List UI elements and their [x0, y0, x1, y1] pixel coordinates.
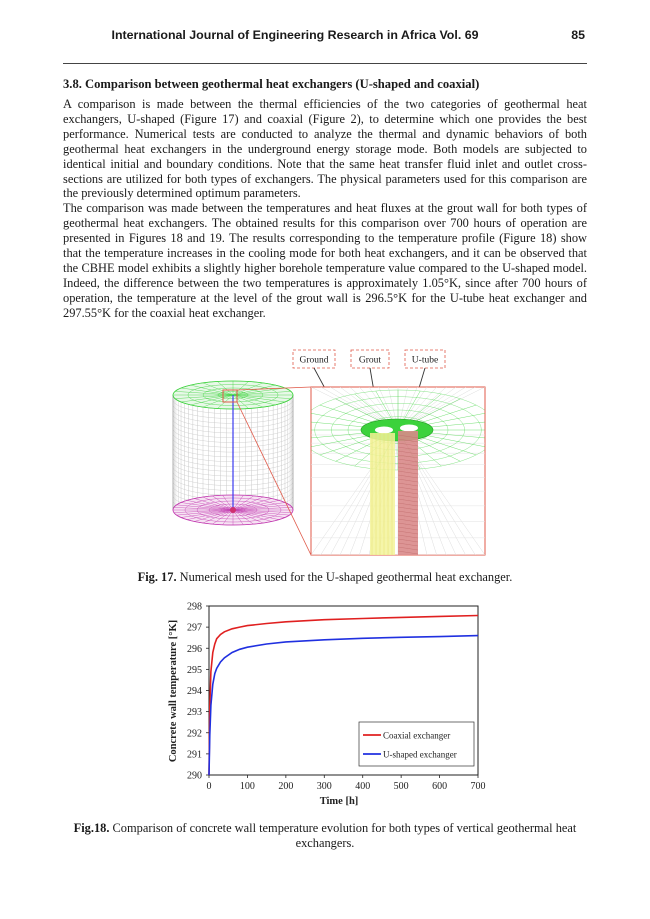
cylinder-mesh [173, 381, 293, 525]
figure-18-caption-text: Comparison of concrete wall temperature evolution for both types of vertical geothermal heat exchangers. [109, 821, 577, 850]
legend-label: Coaxial exchanger [383, 730, 451, 741]
figure-17-caption-text: Numerical mesh used for the U-shaped geothermal heat exchanger. [176, 570, 513, 584]
legend-label: U-shaped exchanger [383, 749, 457, 760]
x-tick-label: 400 [355, 781, 371, 792]
y-tick-label: 293 [187, 707, 202, 719]
label-utube-box [405, 350, 445, 368]
figure-17-caption [63, 570, 587, 585]
x-tick-label: 200 [278, 781, 294, 792]
figure-18-caption-label: Fig.18. [73, 821, 110, 835]
x-tick-label: 700 [470, 781, 486, 792]
body-text [63, 97, 587, 321]
y-tick-label: 290 [187, 770, 202, 782]
x-tick-label: 100 [239, 781, 255, 792]
running-head [63, 26, 587, 48]
journal-title: International Journal of Engineering Research in Africa Vol. 69 [111, 28, 479, 42]
label-ground: Ground [299, 355, 329, 366]
chart-x-axis-label: Time [h] [319, 796, 359, 807]
label-utube: U-tube [411, 355, 439, 366]
chart-y-axis-label: Concrete wall temperature [°K] [168, 619, 179, 763]
header-rule [63, 63, 587, 64]
x-tick-label: 600 [432, 781, 448, 792]
paragraph-2: The comparison was made between the temperatures and heat fluxes at the grout wall for both types of geothermal heat exchangers. The obtained results for this comparison over 700 hours of operation are presented in Figures 18 and 19. The results corresponding to the temperature profile (Figure 18) show that the temperature increases in the cooling mode for both heat exchangers, and it can be observed that the CBHE model exhibits a slightly higher borehole temperature value compared to the U-shaped model. Indeed, the difference between the two temperatures is approximately 1.05°K, since after 700 hours of operation, the temperature at the level of the grout wall is 296.5°K for the U-tube heat exchanger and 297.55°K for the coaxial heat exchanger. [63, 201, 587, 320]
label-grout: Grout [358, 355, 382, 366]
section-heading: 3.8. Comparison between geothermal heat exchangers (U-shaped and coaxial) [63, 77, 480, 91]
page-number: 85 [571, 28, 585, 42]
paragraph-1: A comparison is made between the thermal efficiencies of the two categories of geothermal heat exchangers, U-shaped (Figure 17) and coaxial (Figure 2), to determine which one provides the best performance. Numerical tests are conducted to analyze the thermal and dynamic behaviors of both geothermal heat exchangers in the underground energy storage mode. Both models are subjected to identical initial and boundary conditions. Note that the same heat transfer fluid inlet and outlet cross-sections are utilized for both types of exchangers. The physical parameters used for this comparison are the previously determined optimum parameters. [63, 97, 587, 201]
figure-18-caption [63, 821, 587, 851]
grout-tube [370, 433, 395, 555]
label-grout-box [351, 350, 389, 368]
label-ground-box [293, 350, 335, 368]
chart-legend [359, 722, 474, 766]
y-tick-label: 296 [187, 643, 202, 655]
figure-17-caption-label: Fig. 17. [137, 570, 177, 584]
x-tick-label: 300 [316, 781, 332, 792]
figure-18-chart [163, 594, 493, 816]
x-tick-label: 0 [206, 781, 212, 792]
y-tick-label: 295 [187, 664, 202, 676]
y-tick-label: 294 [187, 686, 202, 697]
y-tick-label: 297 [187, 622, 202, 634]
figure-17-mesh [165, 345, 487, 560]
y-tick-label: 292 [187, 728, 202, 740]
x-tick-label: 500 [393, 781, 409, 792]
y-tick-label: 291 [187, 749, 202, 761]
zoom-view [298, 387, 487, 555]
y-tick-label: 298 [187, 601, 202, 613]
